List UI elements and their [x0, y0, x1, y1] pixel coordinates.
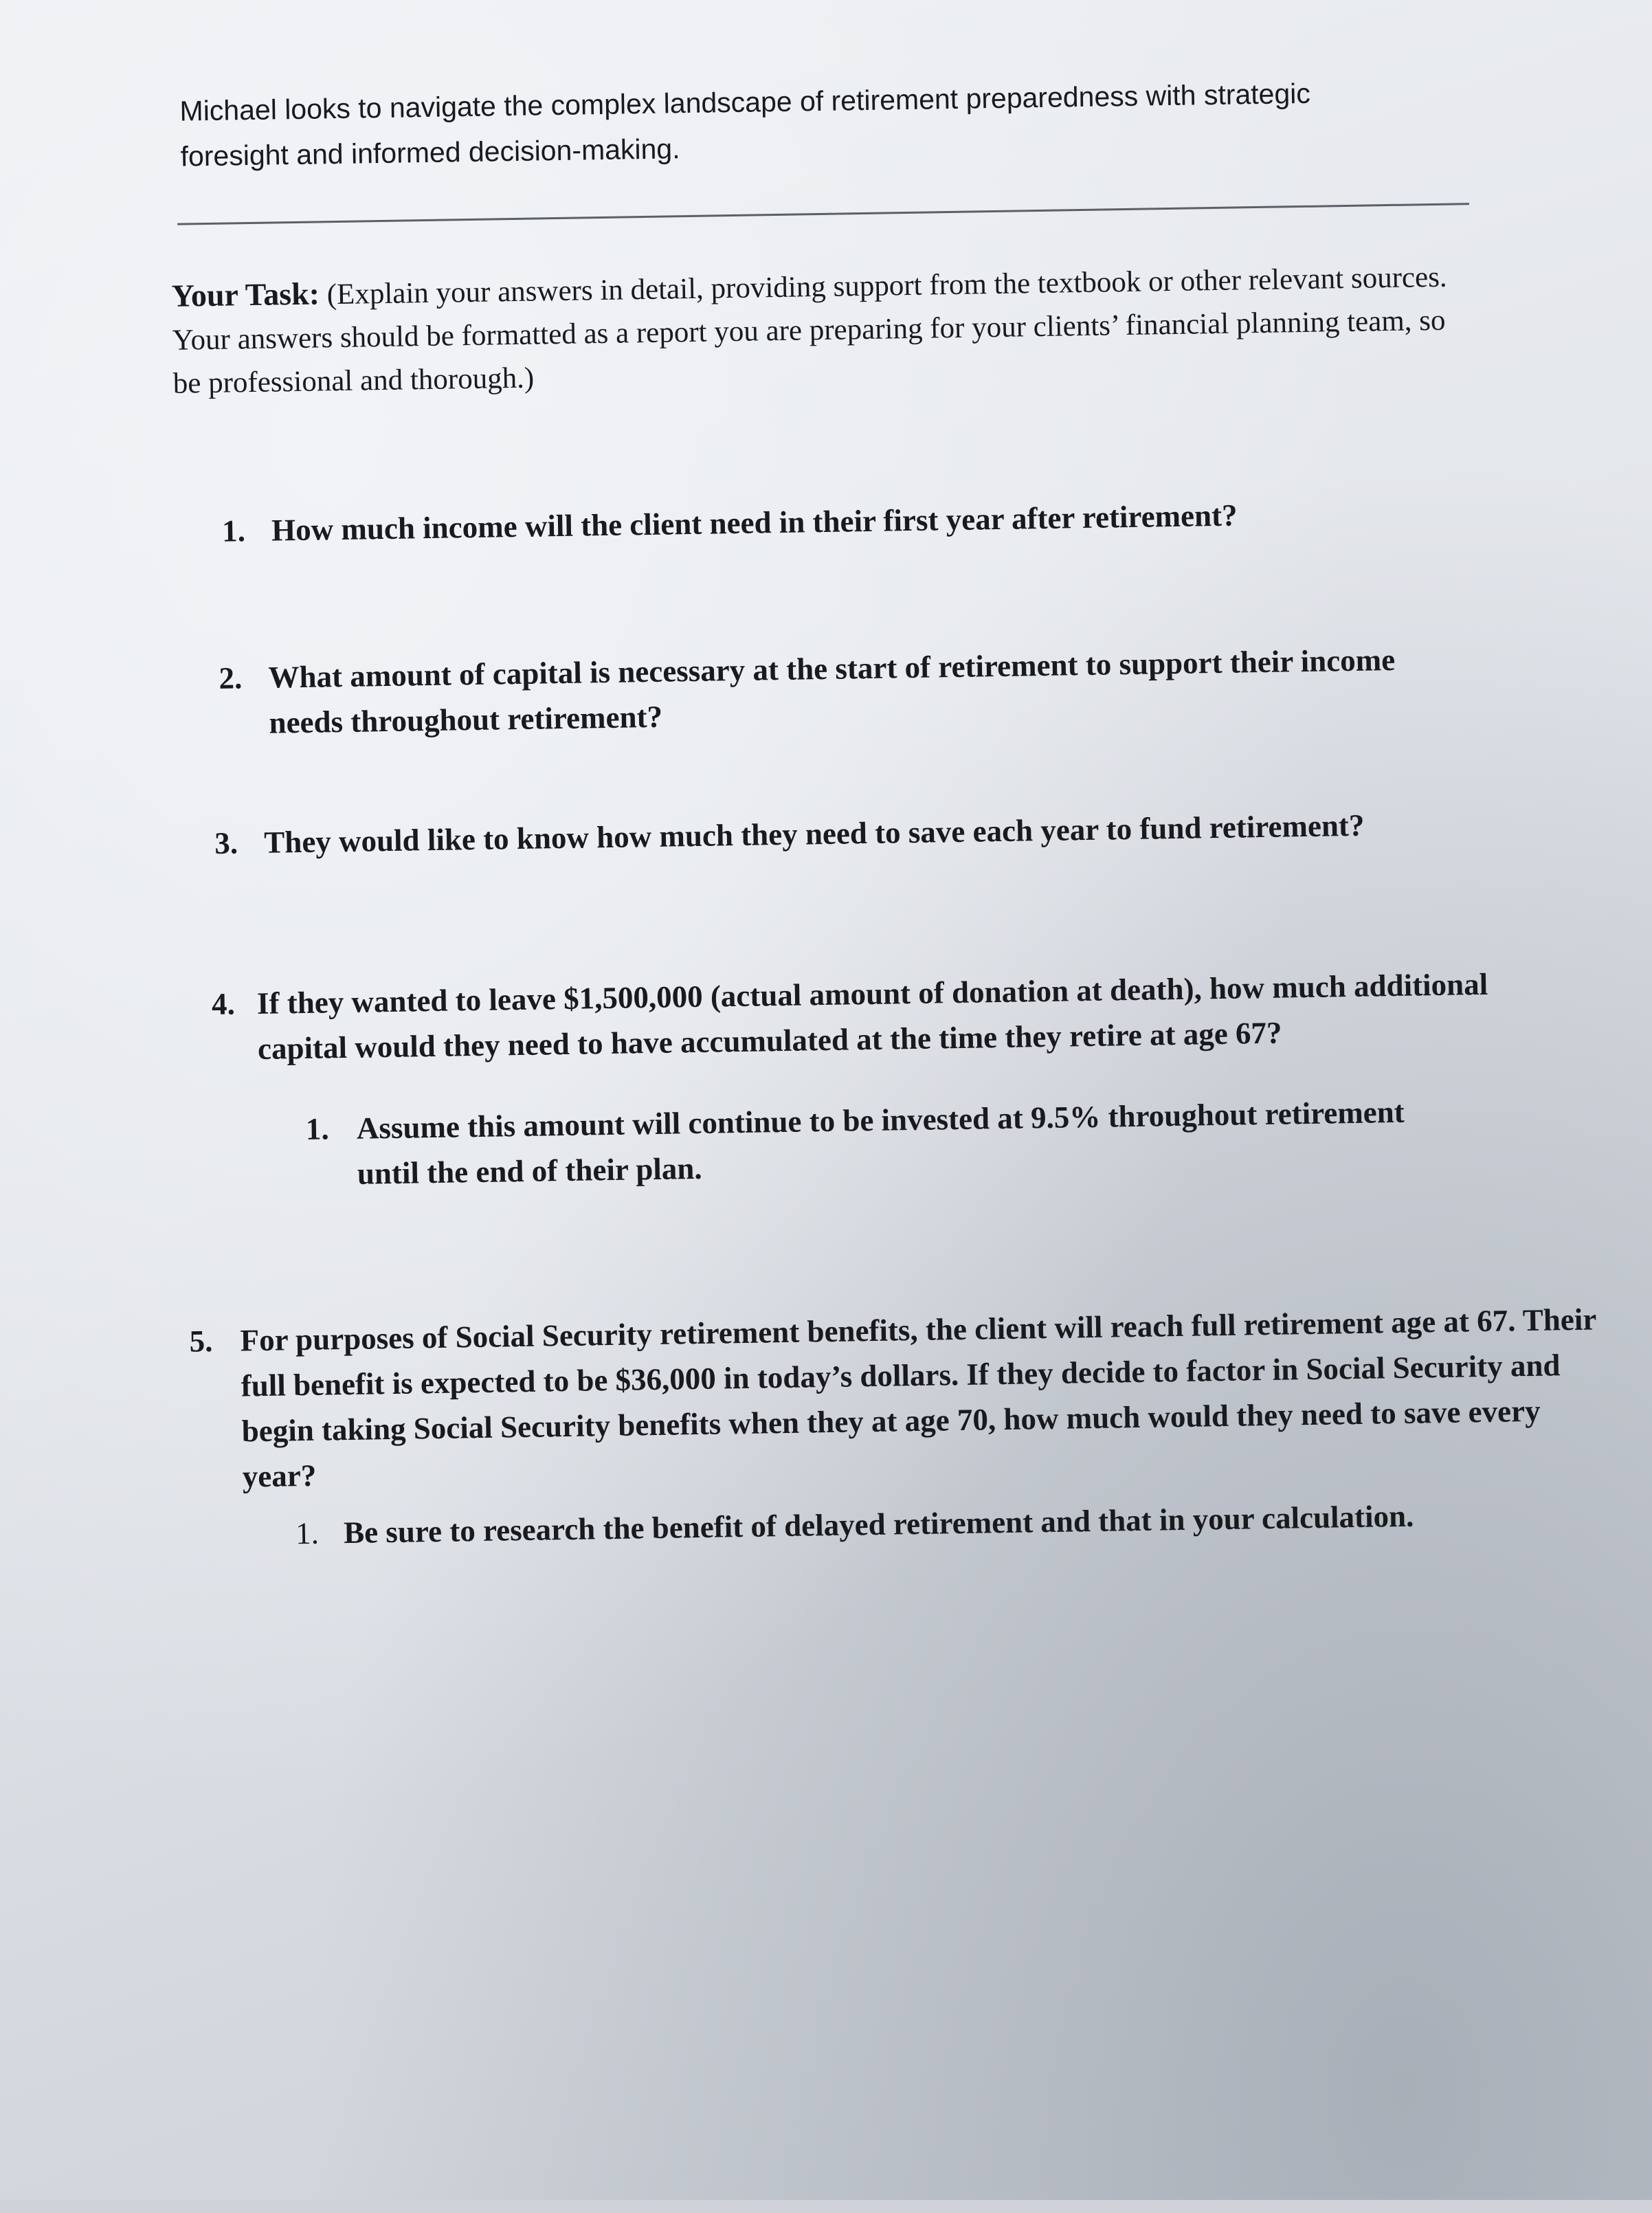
question-text: How much income will the client need in their first year after retirement? [271, 498, 1238, 548]
task-text: (Explain your answers in detail, providing support from the textbook or other relevant sources. Your answers should be formatted as a report you are preparing for your clients’ financial planning team, so be professional and thorough.) [172, 260, 1447, 400]
question-number: 1. [221, 513, 246, 548]
question-5-subpoint [295, 1492, 1492, 1556]
question-number: 2. [219, 660, 243, 696]
subpoint-number: 1. [305, 1111, 330, 1146]
question-text: For purposes of Social Security retirement benefits, the client will reach full retirement age at 67. Their full benefit is expected to be $36,000 in today’s dollars. If they decide to factor in Social Security and begin taking Social Security benefits when they at age 70, how much would they need to save every year? [240, 1302, 1596, 1494]
question-3 [214, 800, 1534, 866]
subpoint-text: Assume this amount will continue to be invested at 9.5% throughout retirement until the end of their plan. [356, 1094, 1405, 1191]
intro-paragraph: Michael looks to navigate the complex landscape of retirement preparedness with strategic foresight and informed decision-making. [179, 77, 1311, 173]
question-4-subpoint [305, 1089, 1420, 1197]
question-text: What amount of capital is necessary at the start of retirement to support their income needs throughout retirement? [268, 642, 1396, 740]
question-2 [219, 636, 1457, 746]
subpoint-text: Be sure to research the benefit of delayed retirement and that in your calculation. [343, 1498, 1414, 1550]
question-1 [222, 489, 1460, 553]
task-label: Your Task: [171, 276, 320, 313]
question-5 [189, 1296, 1607, 1500]
question-number: 4. [211, 986, 236, 1022]
question-number: 5. [189, 1324, 213, 1359]
subpoint-number: 1. [295, 1515, 320, 1551]
question-text: If they wanted to leave $1,500,000 (actual amount of donation at death), how much additional capital would they need to have accumulated at the time they retire at age 67? [256, 966, 1488, 1066]
question-text: They would like to know how much they need to save each year to fund retirement? [263, 808, 1365, 860]
divider-line [177, 203, 1469, 225]
task-instructions [171, 254, 1451, 405]
question-4 [211, 960, 1559, 1072]
question-number: 3. [214, 825, 238, 860]
